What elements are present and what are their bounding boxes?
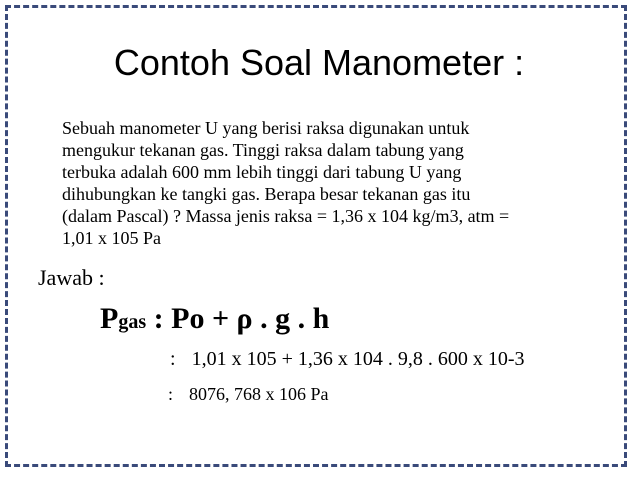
formula-subscript: gas xyxy=(118,311,147,333)
step2-colon: : xyxy=(168,384,174,404)
step2-text: 8076, 768 x 106 Pa xyxy=(189,384,329,404)
problem-line: dihubungkan ke tangki gas. Berapa besar tekanan gas itu xyxy=(62,184,471,204)
step1-text: 1,01 x 105 + 1,36 x 104 . 9,8 . 600 x 10-3 xyxy=(191,348,525,370)
problem-line: Sebuah manometer U yang berisi raksa digunakan untuk xyxy=(62,118,470,138)
step1-colon: : xyxy=(170,348,176,370)
slide-title: Contoh Soal Manometer : xyxy=(113,42,525,83)
problem-line: mengukur tekanan gas. Tinggi raksa dalam tabung yang xyxy=(62,140,464,160)
problem-line: terbuka adalah 600 mm lebih tinggi dari tabung U yang xyxy=(62,162,462,182)
problem-line: 1,01 x 105 Pa xyxy=(62,228,161,248)
pressure-formula xyxy=(100,302,329,336)
formula-rhs: : Po + ρ . g . h xyxy=(146,302,330,335)
calculation-step-1 xyxy=(170,348,525,371)
problem-text xyxy=(62,117,622,249)
answer-label: Jawab : xyxy=(38,265,105,290)
calculation-result xyxy=(168,384,329,405)
formula-p: P xyxy=(100,302,119,335)
problem-line: (dalam Pascal) ? Massa jenis raksa = 1,36 x 104 kg/m3, atm = xyxy=(62,206,510,226)
